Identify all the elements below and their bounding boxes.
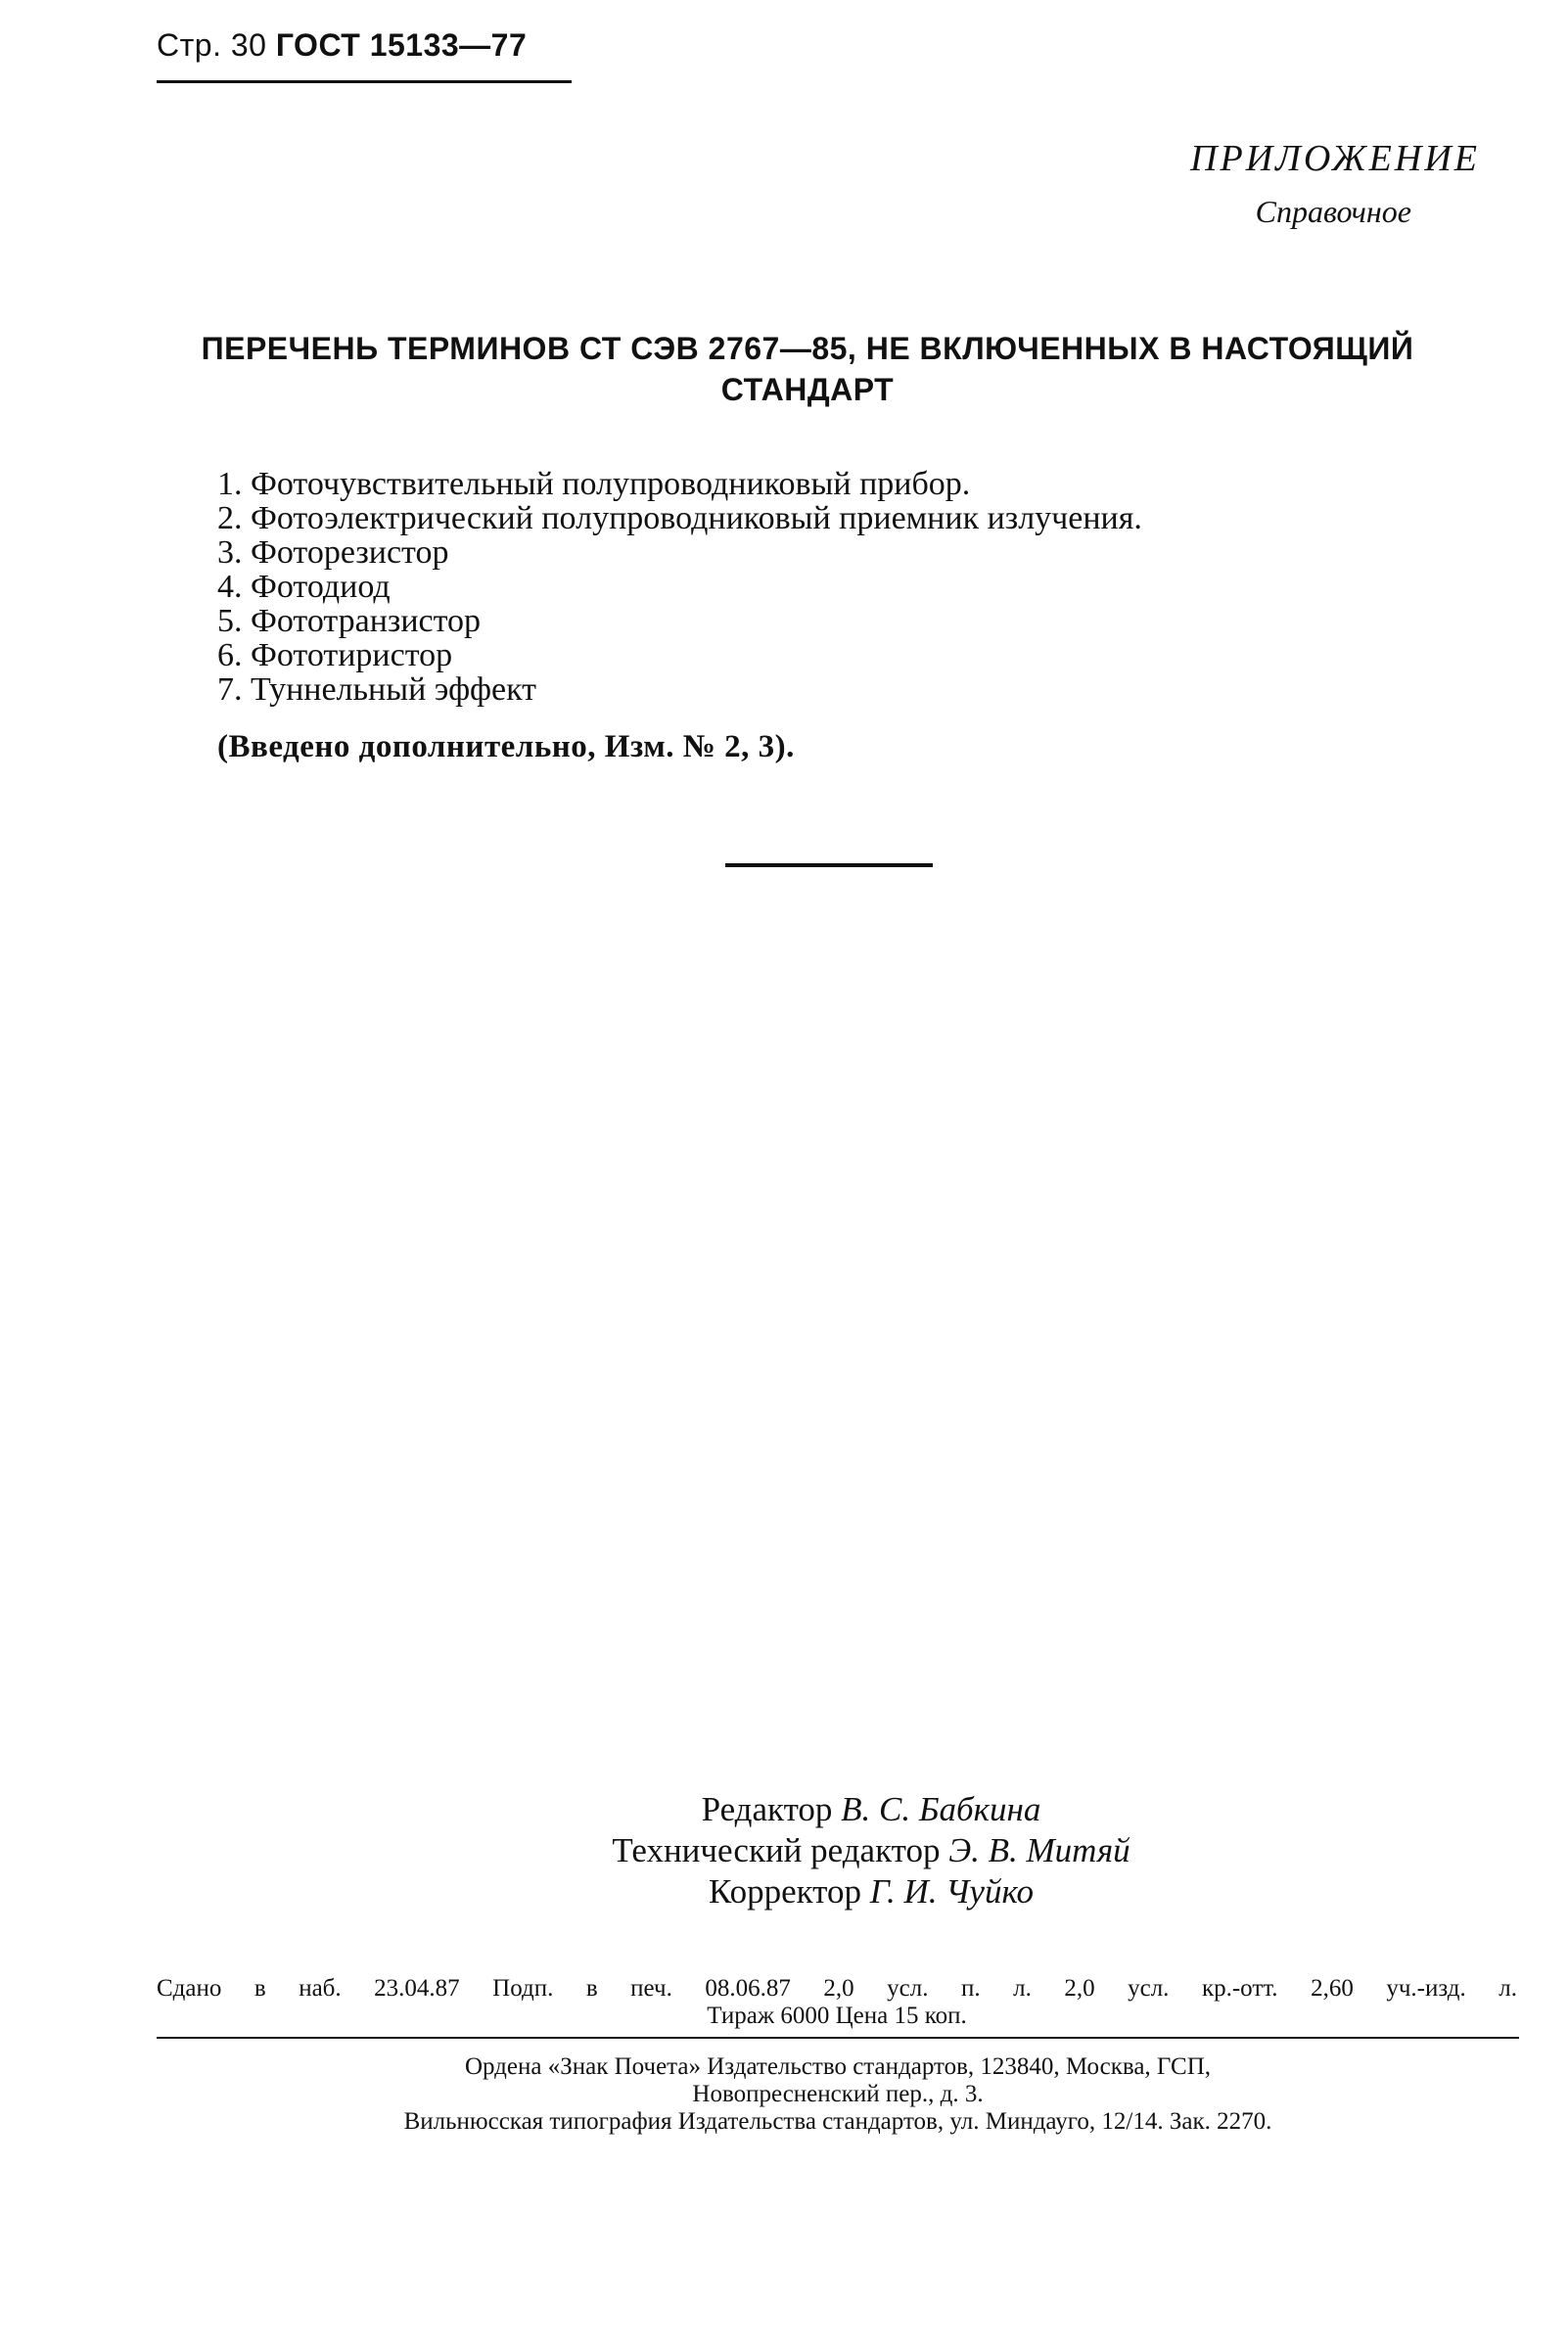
appendix-label xyxy=(1190,137,1480,230)
term-item: 5. Фототранзистор xyxy=(217,603,482,639)
terms-list xyxy=(217,467,1142,707)
credits-block xyxy=(529,1789,1214,1912)
print-details xyxy=(157,1975,1517,2030)
term-item: 7. Туннельный эффект xyxy=(217,671,537,708)
section-title-line-2: СТАНДАРТ xyxy=(720,372,895,407)
term-item: 4. Фотодиод xyxy=(217,569,391,605)
term-item: 3. Фоторезистор xyxy=(217,534,449,571)
print-details-line-2: Тираж 6000 Цена 15 коп. xyxy=(707,2003,967,2029)
section-divider xyxy=(725,863,933,867)
publisher-line-1: Ордена «Знак Почета» Издательство стандартов, 123840, Москва, ГСП, xyxy=(464,2053,1212,2080)
section-title xyxy=(157,328,1458,410)
print-details-line-1: Сдано в наб. 23.04.87 Подп. в печ. 08.06.87 2,0 усл. п. л. 2,0 усл. кр.-отт. 2,60 уч.-изд. л. xyxy=(157,1975,1517,2002)
credit-corrector-name: Г. И. Чуйко xyxy=(869,1872,1034,1911)
term-item: 6. Фототиристор xyxy=(217,637,453,673)
credit-corrector xyxy=(529,1871,1214,1912)
term-item: 2. Фотоэлектрический полупроводниковый приемник излучения. xyxy=(217,500,1142,536)
appendix-title: ПРИЛОЖЕНИЕ xyxy=(1190,138,1480,179)
page-header xyxy=(157,27,527,64)
header-rule xyxy=(157,80,572,83)
publisher-details xyxy=(157,2053,1519,2136)
printer-line: Вильнюсская типография Издательства стандартов, ул. Миндауго, 12/14. Зак. 2270. xyxy=(403,2108,1272,2135)
imprint-rule xyxy=(157,2037,1519,2039)
credit-editor-name: В. С. Бабкина xyxy=(841,1790,1041,1828)
amendment-note: (Введено дополнительно, Изм. № 2, 3). xyxy=(217,729,795,764)
credit-corrector-role: Корректор xyxy=(708,1872,861,1911)
credit-tech-editor xyxy=(529,1830,1214,1871)
credit-tech-editor-role: Технический редактор xyxy=(612,1831,941,1869)
section-title-line-1: ПЕРЕЧЕНЬ ТЕРМИНОВ СТ СЭВ 2767—85, НЕ ВКЛЮЧЕННЫХ В НАСТОЯЩИЙ xyxy=(201,331,1414,366)
credit-editor-role: Редактор xyxy=(701,1790,833,1828)
appendix-kind: Справочное xyxy=(1255,194,1411,229)
publisher-line-2: Новопресненский пер., д. 3. xyxy=(692,2081,984,2107)
term-item: 1. Фоточувствительный полупроводниковый прибор. xyxy=(217,466,971,502)
credit-editor xyxy=(529,1789,1214,1830)
standard-number: ГОСТ 15133—77 xyxy=(275,27,528,63)
credit-tech-editor-name: Э. В. Митяй xyxy=(948,1831,1130,1869)
page-number: Стр. 30 xyxy=(157,27,267,63)
